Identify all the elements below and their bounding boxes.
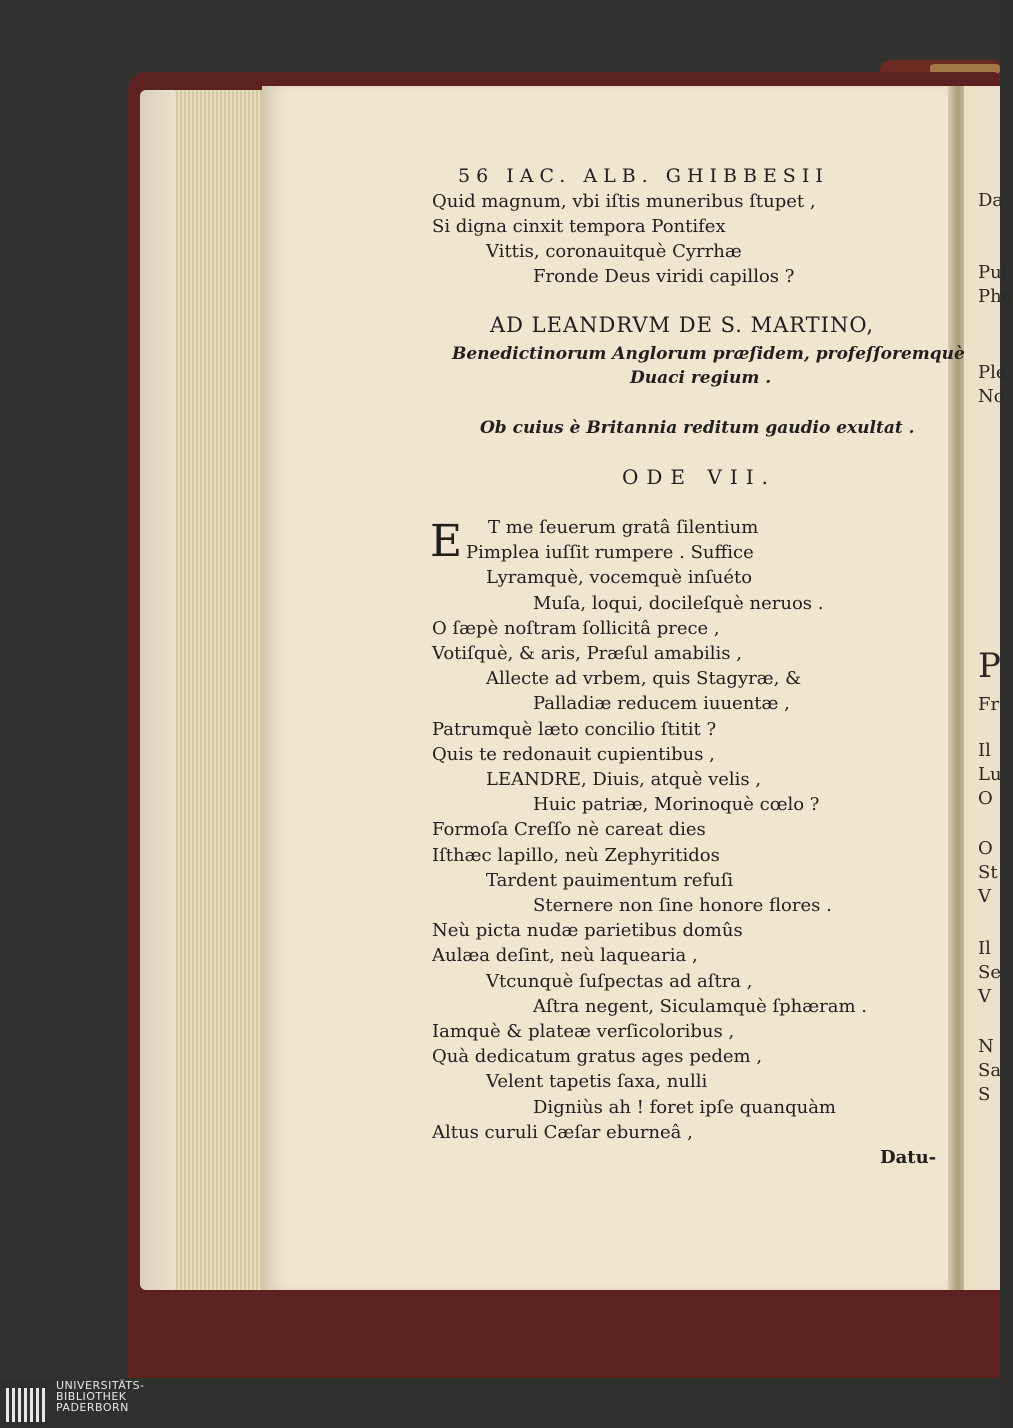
next-page-fragment: O	[978, 788, 993, 809]
verse-line: Altus curuli Cæſar eburneâ ,	[432, 1122, 693, 1143]
dedication: Ob cuius è Britannia reditum gaudio exultat .	[480, 418, 915, 438]
catchword: Datu-	[880, 1147, 937, 1168]
library-line: UNIVERSITÄTS-	[56, 1379, 145, 1392]
verse-line: LEANDRE, Diuis, atquè velis ,	[486, 769, 762, 790]
verse-line: Quis te redonauit cupientibus ,	[432, 744, 715, 765]
next-page-fragment: O	[978, 838, 993, 859]
verse-line: Vtcunquè ſuſpectas ad aſtra ,	[486, 971, 753, 992]
ode-number: ODE VII.	[622, 465, 776, 489]
poem-subtitle: Benedictinorum Anglorum præſidem, profeſſoremquè	[452, 344, 965, 364]
verse-line: Pimplea iuſſit rumpere . Suffice	[466, 542, 754, 563]
next-page-fragment: Pul	[978, 262, 1008, 283]
verse-line: Fronde Deus viridi capillos ?	[533, 266, 795, 287]
verse-line: Velent tapetis ſaxa, nulli	[486, 1071, 708, 1092]
library-line: BIBLIOTHEK	[56, 1390, 127, 1403]
poem-subtitle: Duaci regium .	[630, 368, 772, 388]
next-page-fragment: Lu	[978, 764, 1002, 785]
next-page-fragment: Ple	[978, 362, 1007, 383]
next-page-fragment: Il	[978, 938, 991, 959]
verse-line: Digniùs ah ! foret ipſe quanquàm	[533, 1097, 836, 1118]
page-edge	[140, 90, 180, 1290]
verse-line: Vittis, coronauitquè Cyrrhæ	[486, 241, 742, 262]
next-page-fragment: S	[978, 1084, 991, 1105]
library-logo-icon	[4, 1382, 48, 1426]
verse-line: Si digna cinxit tempora Pontifex	[432, 216, 726, 237]
verse-line: Patrumquè læto concilio ſtitit ?	[432, 719, 717, 740]
poem-title: AD LEANDRVM DE S. MARTINO,	[490, 313, 875, 337]
next-page-fragment: Fr	[978, 694, 1000, 715]
next-page-fragment: V	[978, 986, 991, 1007]
next-page-fragment: N	[978, 1036, 994, 1057]
verse-line: Formoſa Creſſo nè careat dies	[432, 819, 706, 840]
verse-line: Huic patriæ, Morinoquè cœlo ?	[533, 794, 820, 815]
verse-line: Iſthæc lapillo, neù Zephyritidos	[432, 845, 720, 866]
verse-line: Tardent pauimentum refuſi	[486, 870, 734, 891]
verse-line: Quid magnum, vbi iſtis muneribus ſtupet ,	[432, 191, 816, 212]
verse-line: Aulæa deſint, neù laquearia ,	[432, 945, 698, 966]
next-page-fragment: No	[978, 386, 1005, 407]
library-name	[56, 1380, 145, 1413]
verse-line: Votiſquè, & aris, Præſul amabilis ,	[432, 643, 742, 664]
verse-line: Muſa, loqui, docileſquè neruos .	[533, 593, 824, 614]
running-header: 56 IAC. ALB. GHIBBESII	[458, 165, 829, 187]
next-page-fragment: Se	[978, 962, 1001, 983]
next-page-fragment: P	[978, 646, 1001, 686]
page-block	[176, 90, 268, 1290]
next-page-fragment: V	[978, 886, 991, 907]
next-page-fragment: St	[978, 862, 998, 883]
next-page-fragment: Il	[978, 740, 991, 761]
verse-line: Neù picta nudæ parietibus domûs	[432, 920, 743, 941]
next-page-fragment: Da	[978, 190, 1004, 211]
drop-cap: E	[430, 516, 463, 567]
verse-line: Palladiæ reducem iuuentæ ,	[533, 693, 790, 714]
verse-line: Lyramquè, vocemquè inſuéto	[486, 567, 753, 588]
footer-bar	[0, 1378, 1000, 1428]
verse-line: Iamquè & plateæ verſicoloribus ,	[432, 1021, 735, 1042]
right-page-edge	[964, 86, 1013, 1290]
verse-line: O ſæpè noſtram ſollicitâ prece ,	[432, 618, 720, 639]
verse-line: T me ſeuerum gratâ ſilentium	[488, 517, 759, 538]
next-page-fragment: Sa	[978, 1060, 1002, 1081]
verse-line: Allecte ad vrbem, quis Stagyræ, &	[486, 668, 802, 689]
library-line: PADERBORN	[56, 1401, 129, 1414]
verse-line: Quà dedicatum gratus ages pedem ,	[432, 1046, 763, 1067]
verse-line: Sternere non ſine honore flores .	[533, 895, 832, 916]
verse-line: Aſtra negent, Siculamquè ſphæram .	[533, 996, 867, 1017]
next-page-fragment: Pho	[978, 286, 1013, 307]
